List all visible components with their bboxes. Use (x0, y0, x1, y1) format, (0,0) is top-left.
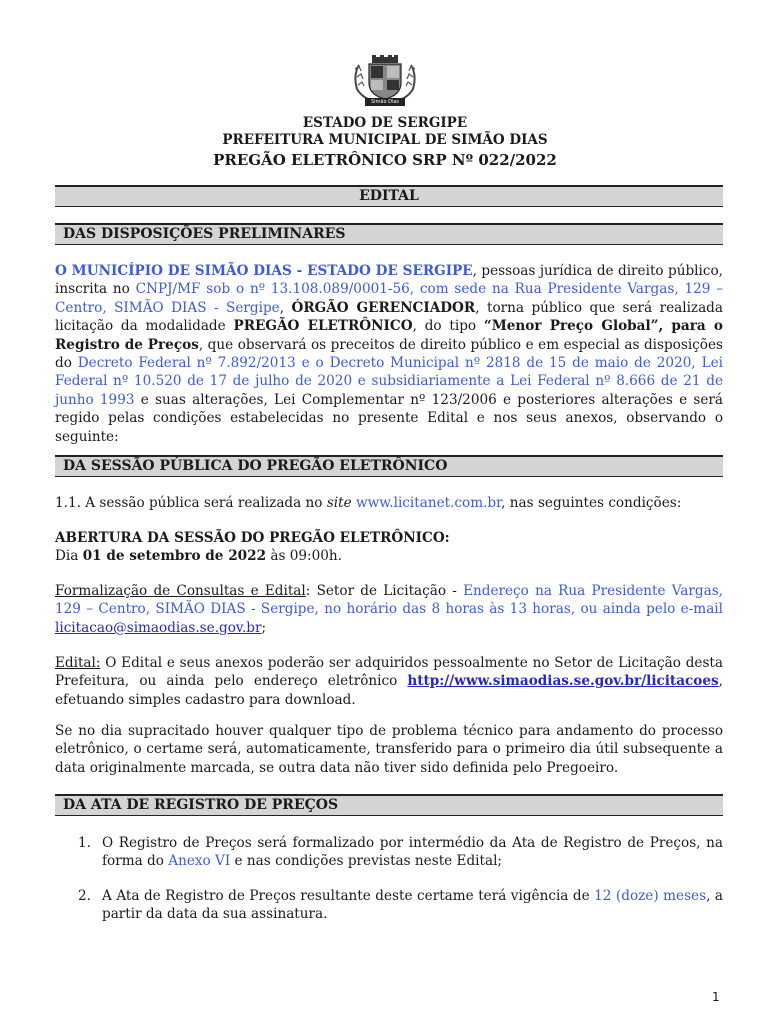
municipal-crest-logo (345, 55, 425, 107)
legal-references: Decreto Federal nº 7.892/2013 e o Decreto Municipal nº 2818 de 15 de maio de 2020, Lei Federal nº 10.520 de 17 de julho de 2020 e subsidiariamente a Lei Federal nº 8.666 de 21 de junho 1993 (55, 355, 723, 408)
prefecture-name: PREFEITURA MUNICIPAL DE SIMÃO DIAS (222, 132, 548, 148)
page-number: 1 (712, 990, 720, 1004)
section-heading-sessao-publica: DA SESSÃO PÚBLICA DO PREGÃO ELETRÔNICO (55, 455, 723, 477)
formalizacao-address: Endereço na Rua Presidente Vargas, 129 – Centro, SIMÃO DIAS - Sergipe, no horário das 8 horas às 13 horas, ou ainda pelo e-mail (55, 583, 723, 618)
abertura-title: ABERTURA DA SESSÃO DO PREGÃO ELETRÔNICO: (55, 530, 450, 546)
text-fragment: Dia (55, 548, 83, 564)
vigencia-period: 12 (doze) meses (594, 888, 707, 904)
edital-band: EDITAL (55, 185, 723, 207)
text-fragment: : Setor de Licitação - (305, 583, 464, 599)
text-fragment: , (279, 299, 292, 316)
tipo-licitacao: “Menor Preço Global”, para o Registro de Preços (55, 318, 723, 353)
section-heading-ata-registro: DA ATA DE REGISTRO DE PREÇOS (55, 794, 723, 816)
sessao-line (55, 494, 723, 512)
section-heading-preliminares: DAS DISPOSIÇÕES PRELIMINARES (55, 223, 723, 245)
edital-label: Edital: (55, 655, 101, 671)
cnpj-address: CNPJ/MF sob o nº 13.108.089/0001-56, com sede na Rua Presidente Vargas, 129 – Centro, SIMÃO DIAS - Sergipe (55, 281, 723, 316)
list-number: 2. (78, 888, 91, 904)
text-fragment: às 09:00h. (266, 548, 343, 564)
licitanet-link[interactable]: www.licitanet.com.br (356, 495, 502, 511)
list-item (78, 834, 723, 871)
formalizacao-label: Formalização de Consultas e Edital (55, 583, 306, 599)
list-item-text (102, 834, 723, 871)
text-fragment: e suas alterações, Lei Complementar nº 123/2006 e posteriores alterações e será regido pelas condições estabelecidas no presente Edital e nos seus anexos, observando o seguinte: (55, 391, 723, 445)
text-fragment: O Edital e seus anexos poderão ser adquiridos pessoalmente no Setor de Licitação desta Prefeitura, ou ainda pelo endereço eletrônico (55, 655, 723, 690)
edital-paragraph (55, 654, 723, 709)
text-fragment: , efetuando simples cadastro para download. (55, 673, 723, 708)
crest-banner-text: Simão Dias (370, 99, 400, 105)
text-fragment: , nas seguintes condições: (501, 495, 682, 511)
list-item (78, 887, 723, 924)
licitacoes-link[interactable]: http://www.simaodias.se.gov.br/licitacoes (407, 673, 719, 690)
list-number: 1. (78, 835, 91, 851)
text-fragment: A Ata de Registro de Preços resultante deste certame terá vigência de (102, 888, 595, 904)
municipio-name: O MUNICÍPIO DE SIMÃO DIAS - ESTADO DE SERGIPE (55, 263, 473, 279)
session-date: 01 de setembro de 2022 (82, 548, 267, 564)
paragraph-preliminares (55, 262, 723, 446)
formalizacao-paragraph (55, 582, 723, 637)
anexo-reference: Anexo VI (168, 853, 231, 870)
site-word: site (326, 495, 352, 511)
text-fragment: , que observará os preceitos de direito público e em especial as disposições do (55, 336, 723, 372)
text-fragment: , torna público que será realizada licitação da modalidade (55, 299, 723, 335)
text-fragment: ; (261, 619, 267, 636)
modalidade: PREGÃO ELETRÔNICO (233, 318, 413, 335)
orgao-gerenciador: ÓRGÃO GERENCIADOR (291, 299, 476, 316)
abertura-date-line (55, 547, 723, 565)
text-fragment: , do tipo (412, 318, 484, 335)
list-item-text (102, 887, 723, 924)
text-fragment: , a partir da data da sua assinatura. (102, 888, 724, 923)
problem-paragraph: Se no dia supracitado houver qualquer tipo de problema técnico para andamento do processo eletrônico, o certame será, automaticamente, transferido para o primeiro dia útil subsequente a data originalmente marcada, se outra data não tiver sido definida pelo Pregoeiro. (55, 723, 723, 776)
text-fragment: O Registro de Preços será formalizado por intermédio da Ata de Registro de Preços, na forma do (102, 835, 723, 870)
document-title: PREGÃO ELETRÔNICO SRP Nº 022/2022 (213, 151, 557, 169)
email-link[interactable]: licitacao@simaodias.se.gov.br (55, 619, 262, 636)
text-fragment: e nas condições previstas neste Edital; (230, 853, 503, 870)
text-fragment: 1.1. A sessão pública será realizada no (55, 495, 327, 511)
text-fragment: , pessoas jurídica de direito público, inscrita no (55, 263, 723, 298)
state-name: ESTADO DE SERGIPE (302, 115, 468, 131)
